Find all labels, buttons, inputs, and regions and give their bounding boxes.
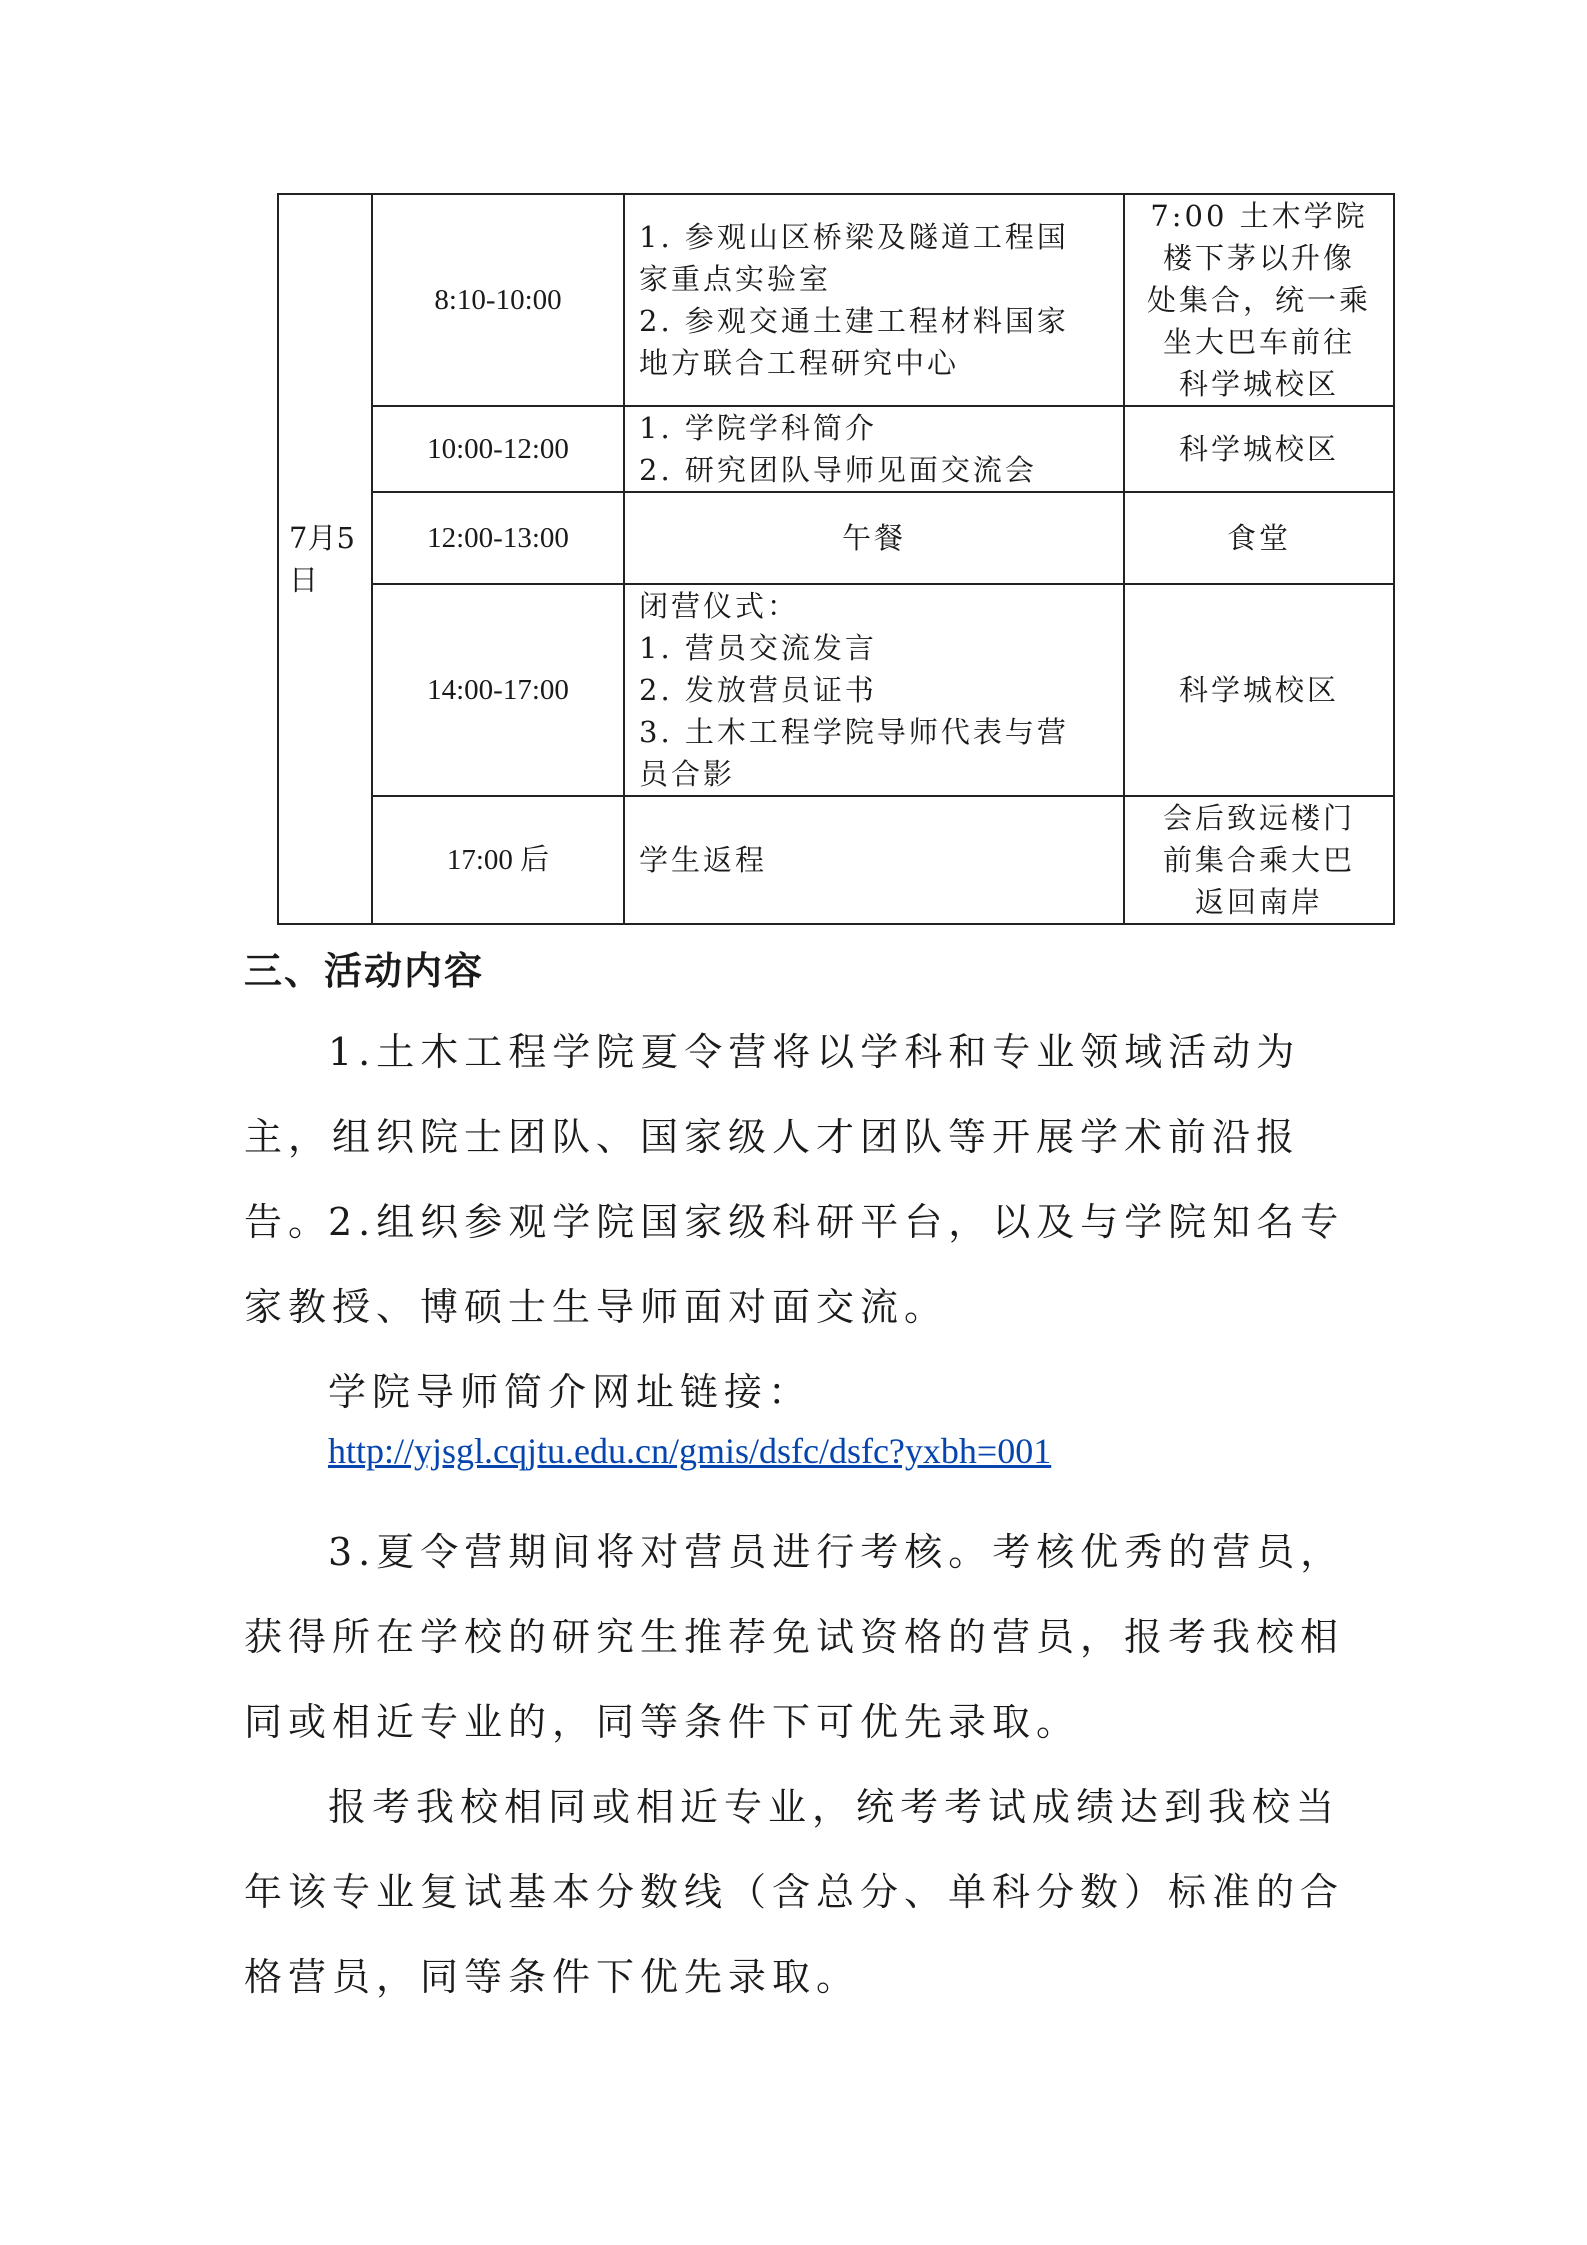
location-line: 返回南岸: [1194, 885, 1323, 919]
date-cell: 7月5日: [278, 194, 372, 924]
activity-line: 员合影: [639, 757, 736, 791]
activity-cell: [624, 796, 1124, 924]
tutor-profile-link[interactable]: http://yjsgl.cqjtu.edu.cn/gmis/dsfc/dsfc?yxbh=001: [328, 1431, 1052, 1471]
location-line: 前集合乘大巴: [1162, 843, 1355, 877]
location-line: 科学城校区: [1178, 673, 1339, 707]
link-label: 学院导师简介网址链接：: [328, 1370, 813, 1414]
activity-cell: [624, 406, 1124, 492]
activity-line: 2. 参观交通土建工程材料国家: [639, 304, 1069, 338]
table-row: [278, 492, 1394, 584]
location-line: 科学城校区: [1178, 432, 1339, 466]
location-cell: [1124, 406, 1394, 492]
activity-cell: [624, 492, 1124, 584]
activity-line: 1. 参观山区桥梁及隧道工程国: [639, 220, 1069, 254]
table-row: [278, 796, 1394, 924]
tutor-link-line: [328, 1430, 1051, 1472]
paragraph-2: 2.组织参观学院国家级科研平台，以及与学院知名专家教授、博硕士生导师面对面交流。: [244, 1200, 1345, 1329]
time-cell: 12:00-13:00: [372, 492, 624, 584]
location-line: 食堂: [1226, 521, 1291, 555]
activity-line: 3. 土木工程学院导师代表与营: [639, 715, 1069, 749]
location-cell: [1124, 584, 1394, 796]
location-line: 坐大巴车前往: [1162, 325, 1355, 359]
paragraph-3: 3.夏令营期间将对营员进行考核。考核优秀的营员，获得所在学校的研究生推荐免试资格的营员，报考我校相同或相近专业的，同等条件下可优先录取。: [244, 1530, 1345, 1744]
activity-line: 闭营仪式：: [639, 589, 800, 623]
activity-line: 家重点实验室: [639, 262, 832, 296]
time-cell: 17:00 后: [372, 796, 624, 924]
paragraph-4: 报考我校相同或相近专业，统考考试成绩达到我校当年该专业复试基本分数线（含总分、单科分数）标准的合格营员，同等条件下优先录取。: [244, 1785, 1345, 1999]
activity-line: 1. 学院学科简介: [639, 411, 877, 445]
activity-line: 地方联合工程研究中心: [639, 346, 960, 380]
time-cell: 14:00-17:00: [372, 584, 624, 796]
time-cell: 8:10-10:00: [372, 194, 624, 406]
location-line: 处集合，统一乘: [1146, 283, 1371, 317]
activity-line: 2. 研究团队导师见面交流会: [639, 453, 1037, 487]
activity-line: 2. 发放营员证书: [639, 673, 877, 707]
time-cell: 10:00-12:00: [372, 406, 624, 492]
table-row: [278, 406, 1394, 492]
table-row: [278, 584, 1394, 796]
location-cell: [1124, 194, 1394, 406]
activity-line: 1. 营员交流发言: [639, 631, 877, 665]
table-row: [278, 194, 1394, 406]
location-line: 科学城校区: [1178, 367, 1339, 401]
schedule-table: [277, 193, 1395, 925]
activity-cell: [624, 194, 1124, 406]
location-line: 会后致远楼门: [1162, 801, 1355, 835]
activity-line: 学生返程: [639, 843, 768, 877]
activity-line: 午餐: [841, 521, 906, 555]
location-line: 7:00 土木学院: [1150, 199, 1368, 233]
paragraph-1: 1.土木工程学院夏令营将以学科和专业领域活动为主，组织院士团队、国家级人才团队等开展学术前沿报告。: [244, 1030, 1301, 1244]
location-line: 楼下茅以升像: [1162, 241, 1355, 275]
location-cell: [1124, 492, 1394, 584]
location-cell: [1124, 796, 1394, 924]
section-heading: 三、活动内容: [244, 948, 485, 993]
activity-cell: [624, 584, 1124, 796]
